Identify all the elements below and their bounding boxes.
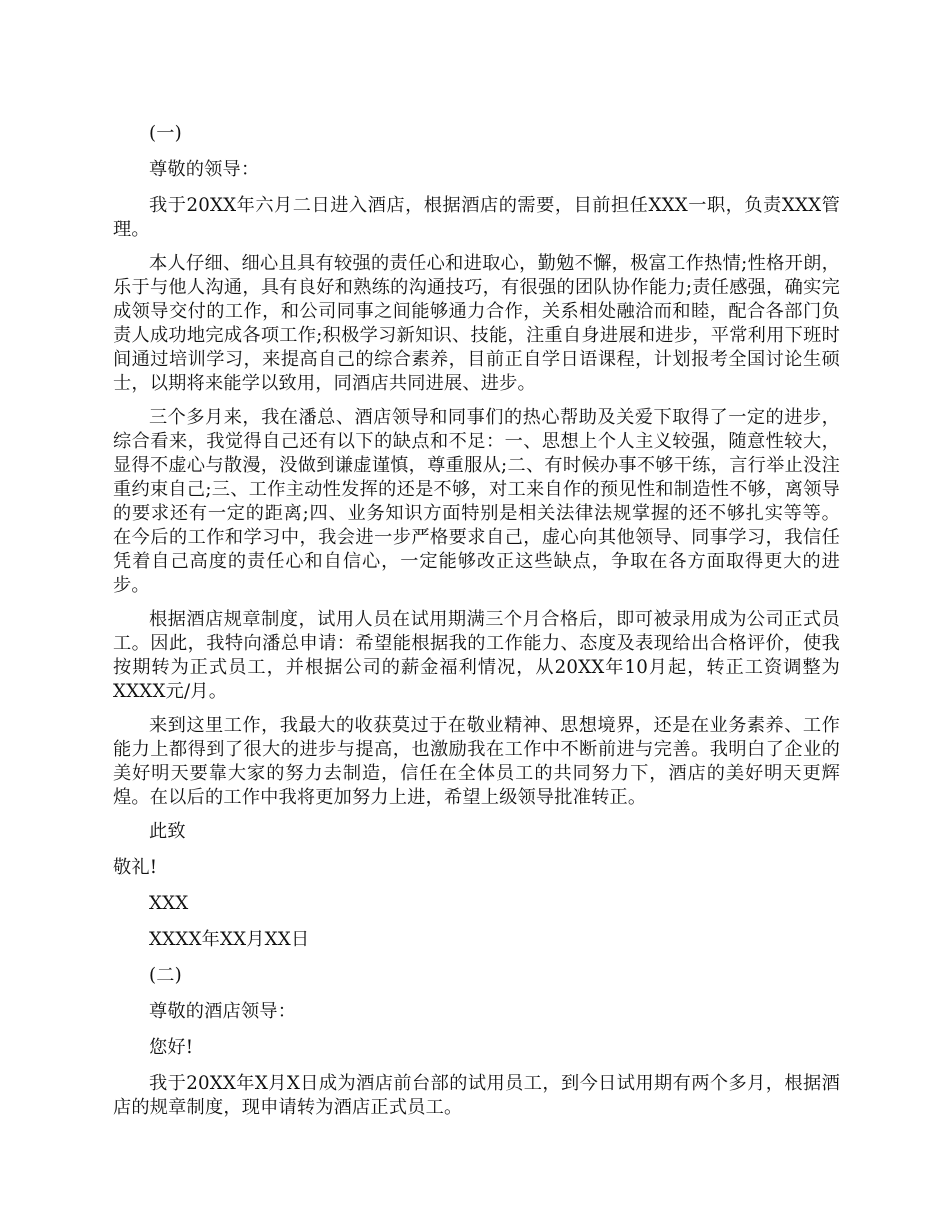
closing-regards: 敬礼! (113, 857, 158, 878)
signature-name: XXX (149, 893, 189, 914)
body-paragraph: 来到这里工作，我最大的收获莫过于在敬业精神、思想境界，还是在业务素养、工作能力上都得到了很大的进步与提高，也激励我在工作中不断前进与完善。我明白了企业的美好明天要靠大家的努力去制造，信任在全体员工的共同努力下，酒店的美好明天更辉煌。在以后的工作中我将更加努力上进，希望上级领导批准转正。 (113, 715, 840, 808)
body-paragraph: 根据酒店规章制度，试用人员在试用期满三个月合格后，即可被录用成为公司正式员工。因此，我特向潘总申请：希望能根据我的工作能力、态度及表现给出合格评价，使我按期转为正式员工，并根据公司的薪金福利情况，从20XX年10月起，转正工资调整为XXXX元/月。 (113, 609, 840, 702)
signature-date: XXXX年XX月XX日 (149, 929, 310, 950)
closing-phrase: 此致 (149, 821, 186, 842)
salutation: 尊敬的领导： (149, 159, 260, 180)
body-paragraph: 我于20XX年X月X日成为酒店前台部的试用员工，到今日试用期有两个多月，根据酒店的规章制度，现申请转为酒店正式员工。 (113, 1073, 840, 1118)
salutation: 尊敬的酒店领导： (149, 1001, 297, 1022)
body-paragraph: 本人仔细、细心且具有较强的责任心和进取心，勤勉不懈，极富工作热情;性格开朗，乐于与他人沟通，具有良好和熟练的沟通技巧，有很强的团队协作能力;责任感强，确实完成领导交付的工作，和公司同事之间能够通力合作，关系相处融洽而和睦，配合各部门负责人成功地完成各项工作;积极学习新知识、技能，注重自身进展和进步，平常利用下班时间通过培训学习，来提高自己的综合素养，目前正自学日语课程，计划报考全国讨论生硕士，以期将来能学以致用，同酒店共同进展、进步。 (113, 253, 840, 394)
greeting: 您好! (149, 1037, 194, 1058)
document-page (113, 122, 840, 1130)
section-heading-2: (二) (149, 965, 182, 986)
body-paragraph: 我于20XX年六月二日进入酒店，根据酒店的需要，目前担任XXX一职，负责XXX管理。 (113, 195, 840, 240)
body-paragraph: 三个多月来，我在潘总、酒店领导和同事们的热心帮助及关爱下取得了一定的进步，综合看来，我觉得自己还有以下的缺点和不足：一、思想上个人主义较强，随意性较大，显得不虚心与散漫，没做到谦虚谨慎，尊重服从;二、有时候办事不够干练，言行举止没注重约束自己;三、工作主动性发挥的还是不够，对工来自作的预见性和制造性不够，离领导的要求还有一定的距离;四、业务知识方面特别是相关法律法规掌握的还不够扎实等等。 在今后的工作和学习中，我会进一步严格要求自己，虚心向其他领导、同事学习，我信任凭着自己高度的责任心和自信心，一定能够改正这些缺点，争取在各方面取得更大的进步。 (113, 407, 840, 596)
section-heading-1: (一) (149, 123, 182, 144)
